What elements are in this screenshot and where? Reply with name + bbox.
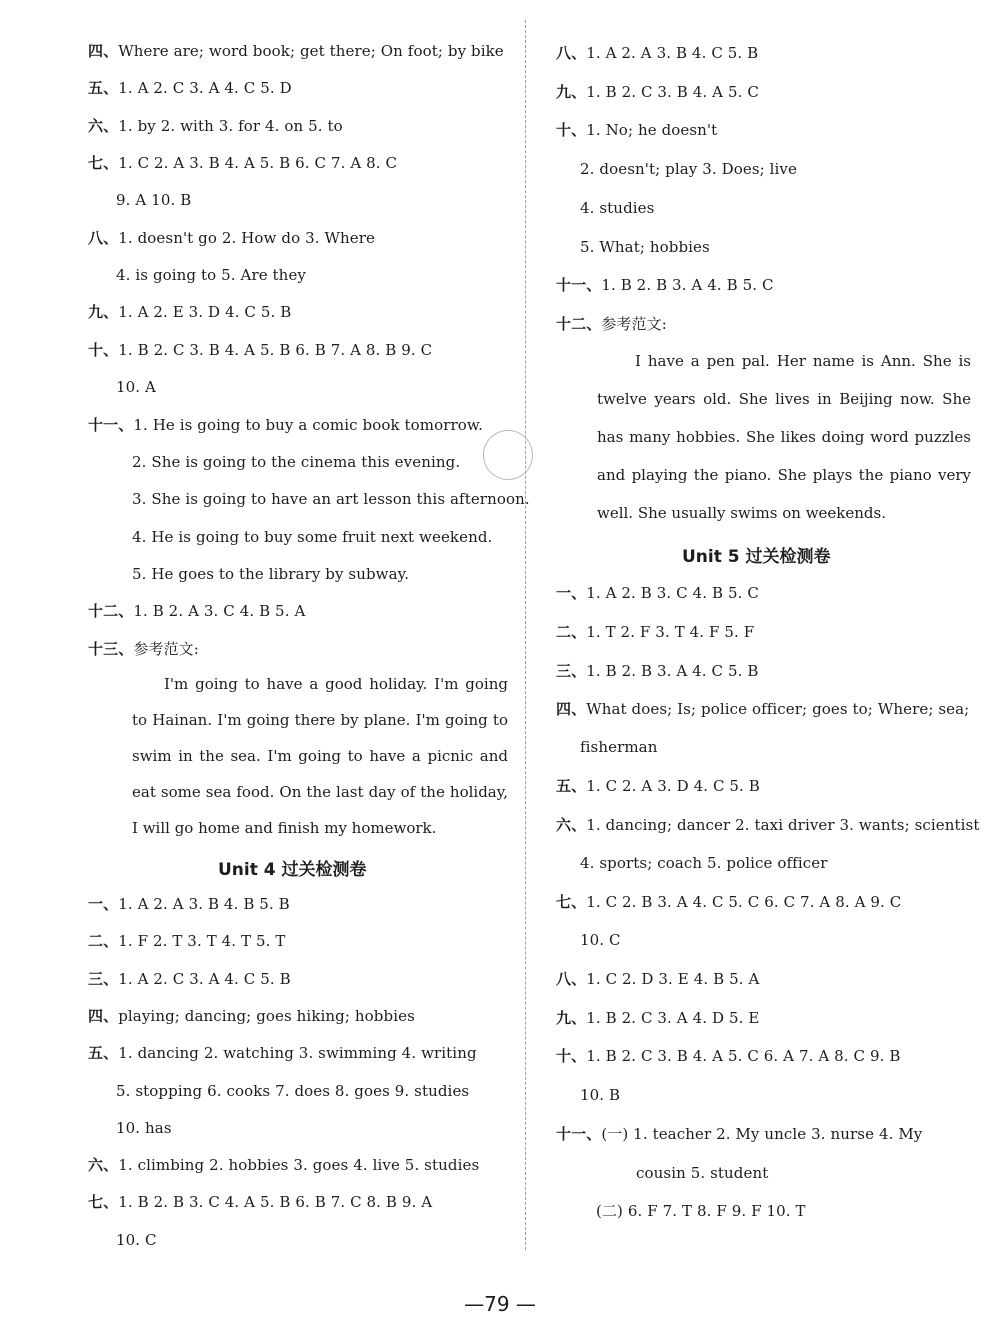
- answer-line: 4. is going to 5. Are they: [116, 266, 306, 284]
- answer-line: fisherman: [580, 738, 658, 756]
- answer-line: 九、1. B 2. C 3. B 4. A 5. C: [556, 83, 759, 101]
- sample-essay: I have a pen pal. Her name is Ann. She is twelve years old. She lives in Beijing now. She has many hobbies. She likes doing word puzzles and playing the piano. She plays the piano very well. She usually swims on weekends.: [597, 352, 971, 522]
- sample-essay: I'm going to have a good holiday. I'm going to Hainan. I'm going there by plane. I'm going to swim in the sea. I'm going to have a picnic and eat some sea food. On the last day of the holiday, I will go home and finish my homework.: [132, 675, 508, 837]
- unit-4-title: Unit 4 过关检测卷: [218, 860, 367, 880]
- stamp-mark: [476, 423, 540, 487]
- answer-line: 七、1. C 2. B 3. A 4. C 5. C 6. C 7. A 8. A 9. C: [556, 893, 902, 911]
- answer-line: 六、1. by 2. with 3. for 4. on 5. to: [88, 117, 343, 135]
- answer-line: 3. She is going to have an art lesson this afternoon.: [132, 490, 530, 508]
- answer-line: 七、1. C 2. A 3. B 4. A 5. B 6. C 7. A 8. C: [88, 154, 398, 172]
- answer-line: 四、Where are; word book; get there; On foot; by bike: [88, 42, 504, 60]
- answer-line: 4. He is going to buy some fruit next weekend.: [132, 528, 493, 546]
- answer-line: 四、playing; dancing; goes hiking; hobbies: [88, 1007, 415, 1025]
- answer-line: 九、1. A 2. E 3. D 4. C 5. B: [88, 303, 292, 321]
- answer-line: 八、1. A 2. A 3. B 4. C 5. B: [556, 44, 759, 62]
- answer-line: 十一、1. He is going to buy a comic book tomorrow.: [88, 416, 483, 434]
- answer-line: 一、1. A 2. A 3. B 4. B 5. B: [88, 895, 290, 913]
- answer-line: 5. He goes to the library by subway.: [132, 565, 410, 583]
- answer-line: 2. doesn't; play 3. Does; live: [580, 160, 797, 178]
- answer-line: 5. What; hobbies: [580, 238, 710, 256]
- answer-line: 二、1. F 2. T 3. T 4. T 5. T: [88, 932, 286, 950]
- unit-5-title: Unit 5 过关检测卷: [682, 547, 831, 567]
- answer-line: 六、1. climbing 2. hobbies 3. goes 4. live 5. studies: [88, 1156, 480, 1174]
- answer-line: (二) 6. F 7. T 8. F 9. F 10. T: [596, 1202, 806, 1220]
- answer-line: 5. stopping 6. cooks 7. does 8. goes 9. studies: [116, 1082, 470, 1100]
- answer-line: 十二、1. B 2. A 3. C 4. B 5. A: [88, 602, 306, 620]
- answer-line: 九、1. B 2. C 3. A 4. D 5. E: [556, 1009, 760, 1027]
- answer-line: cousin 5. student: [636, 1164, 769, 1182]
- answer-line: 2. She is going to the cinema this evening.: [132, 453, 461, 471]
- answer-line: 三、1. A 2. C 3. A 4. C 5. B: [88, 970, 291, 988]
- answer-line: 4. sports; coach 5. police officer: [580, 854, 828, 872]
- answer-line: 4. studies: [580, 199, 655, 217]
- answer-line: 10. B: [580, 1086, 621, 1104]
- answer-line: 十三、参考范文:: [88, 640, 199, 658]
- answer-line: 一、1. A 2. B 3. C 4. B 5. C: [556, 584, 759, 602]
- answer-line: 十一、(一) 1. teacher 2. My uncle 3. nurse 4. My: [556, 1125, 923, 1143]
- answer-line: 五、1. C 2. A 3. D 4. C 5. B: [556, 777, 760, 795]
- answer-line: 十、1. B 2. C 3. B 4. A 5. B 6. B 7. A 8. B 9. C: [88, 341, 433, 359]
- answer-line: 10. C: [580, 931, 621, 949]
- answer-line: 五、1. A 2. C 3. A 4. C 5. D: [88, 79, 292, 97]
- answer-line: 10. C: [116, 1231, 157, 1249]
- column-divider: [525, 20, 526, 1250]
- answer-line: 五、1. dancing 2. watching 3. swimming 4. writing: [88, 1044, 477, 1062]
- answer-line: 9. A 10. B: [116, 191, 192, 209]
- answer-line: 七、1. B 2. B 3. C 4. A 5. B 6. B 7. C 8. B 9. A: [88, 1193, 433, 1211]
- answer-line: 三、1. B 2. B 3. A 4. C 5. B: [556, 662, 759, 680]
- answer-line: 八、1. doesn't go 2. How do 3. Where: [88, 229, 375, 247]
- answer-line: 十、1. B 2. C 3. B 4. A 5. C 6. A 7. A 8. C 9. B: [556, 1047, 901, 1065]
- answer-line: 八、1. C 2. D 3. E 4. B 5. A: [556, 970, 760, 988]
- answer-line: 10. has: [116, 1119, 172, 1137]
- answer-line: 十一、1. B 2. B 3. A 4. B 5. C: [556, 276, 774, 294]
- answer-line: 十、1. No; he doesn't: [556, 121, 718, 139]
- answer-line: 二、1. T 2. F 3. T 4. F 5. F: [556, 623, 755, 641]
- answer-line: 十二、参考范文:: [556, 315, 667, 333]
- answer-line: 四、What does; Is; police officer; goes to; Where; sea;: [556, 700, 970, 718]
- answer-line: 六、1. dancing; dancer 2. taxi driver 3. wants; scientist: [556, 816, 980, 834]
- answer-line: 10. A: [116, 378, 156, 396]
- page-number: —79 —: [464, 1292, 536, 1316]
